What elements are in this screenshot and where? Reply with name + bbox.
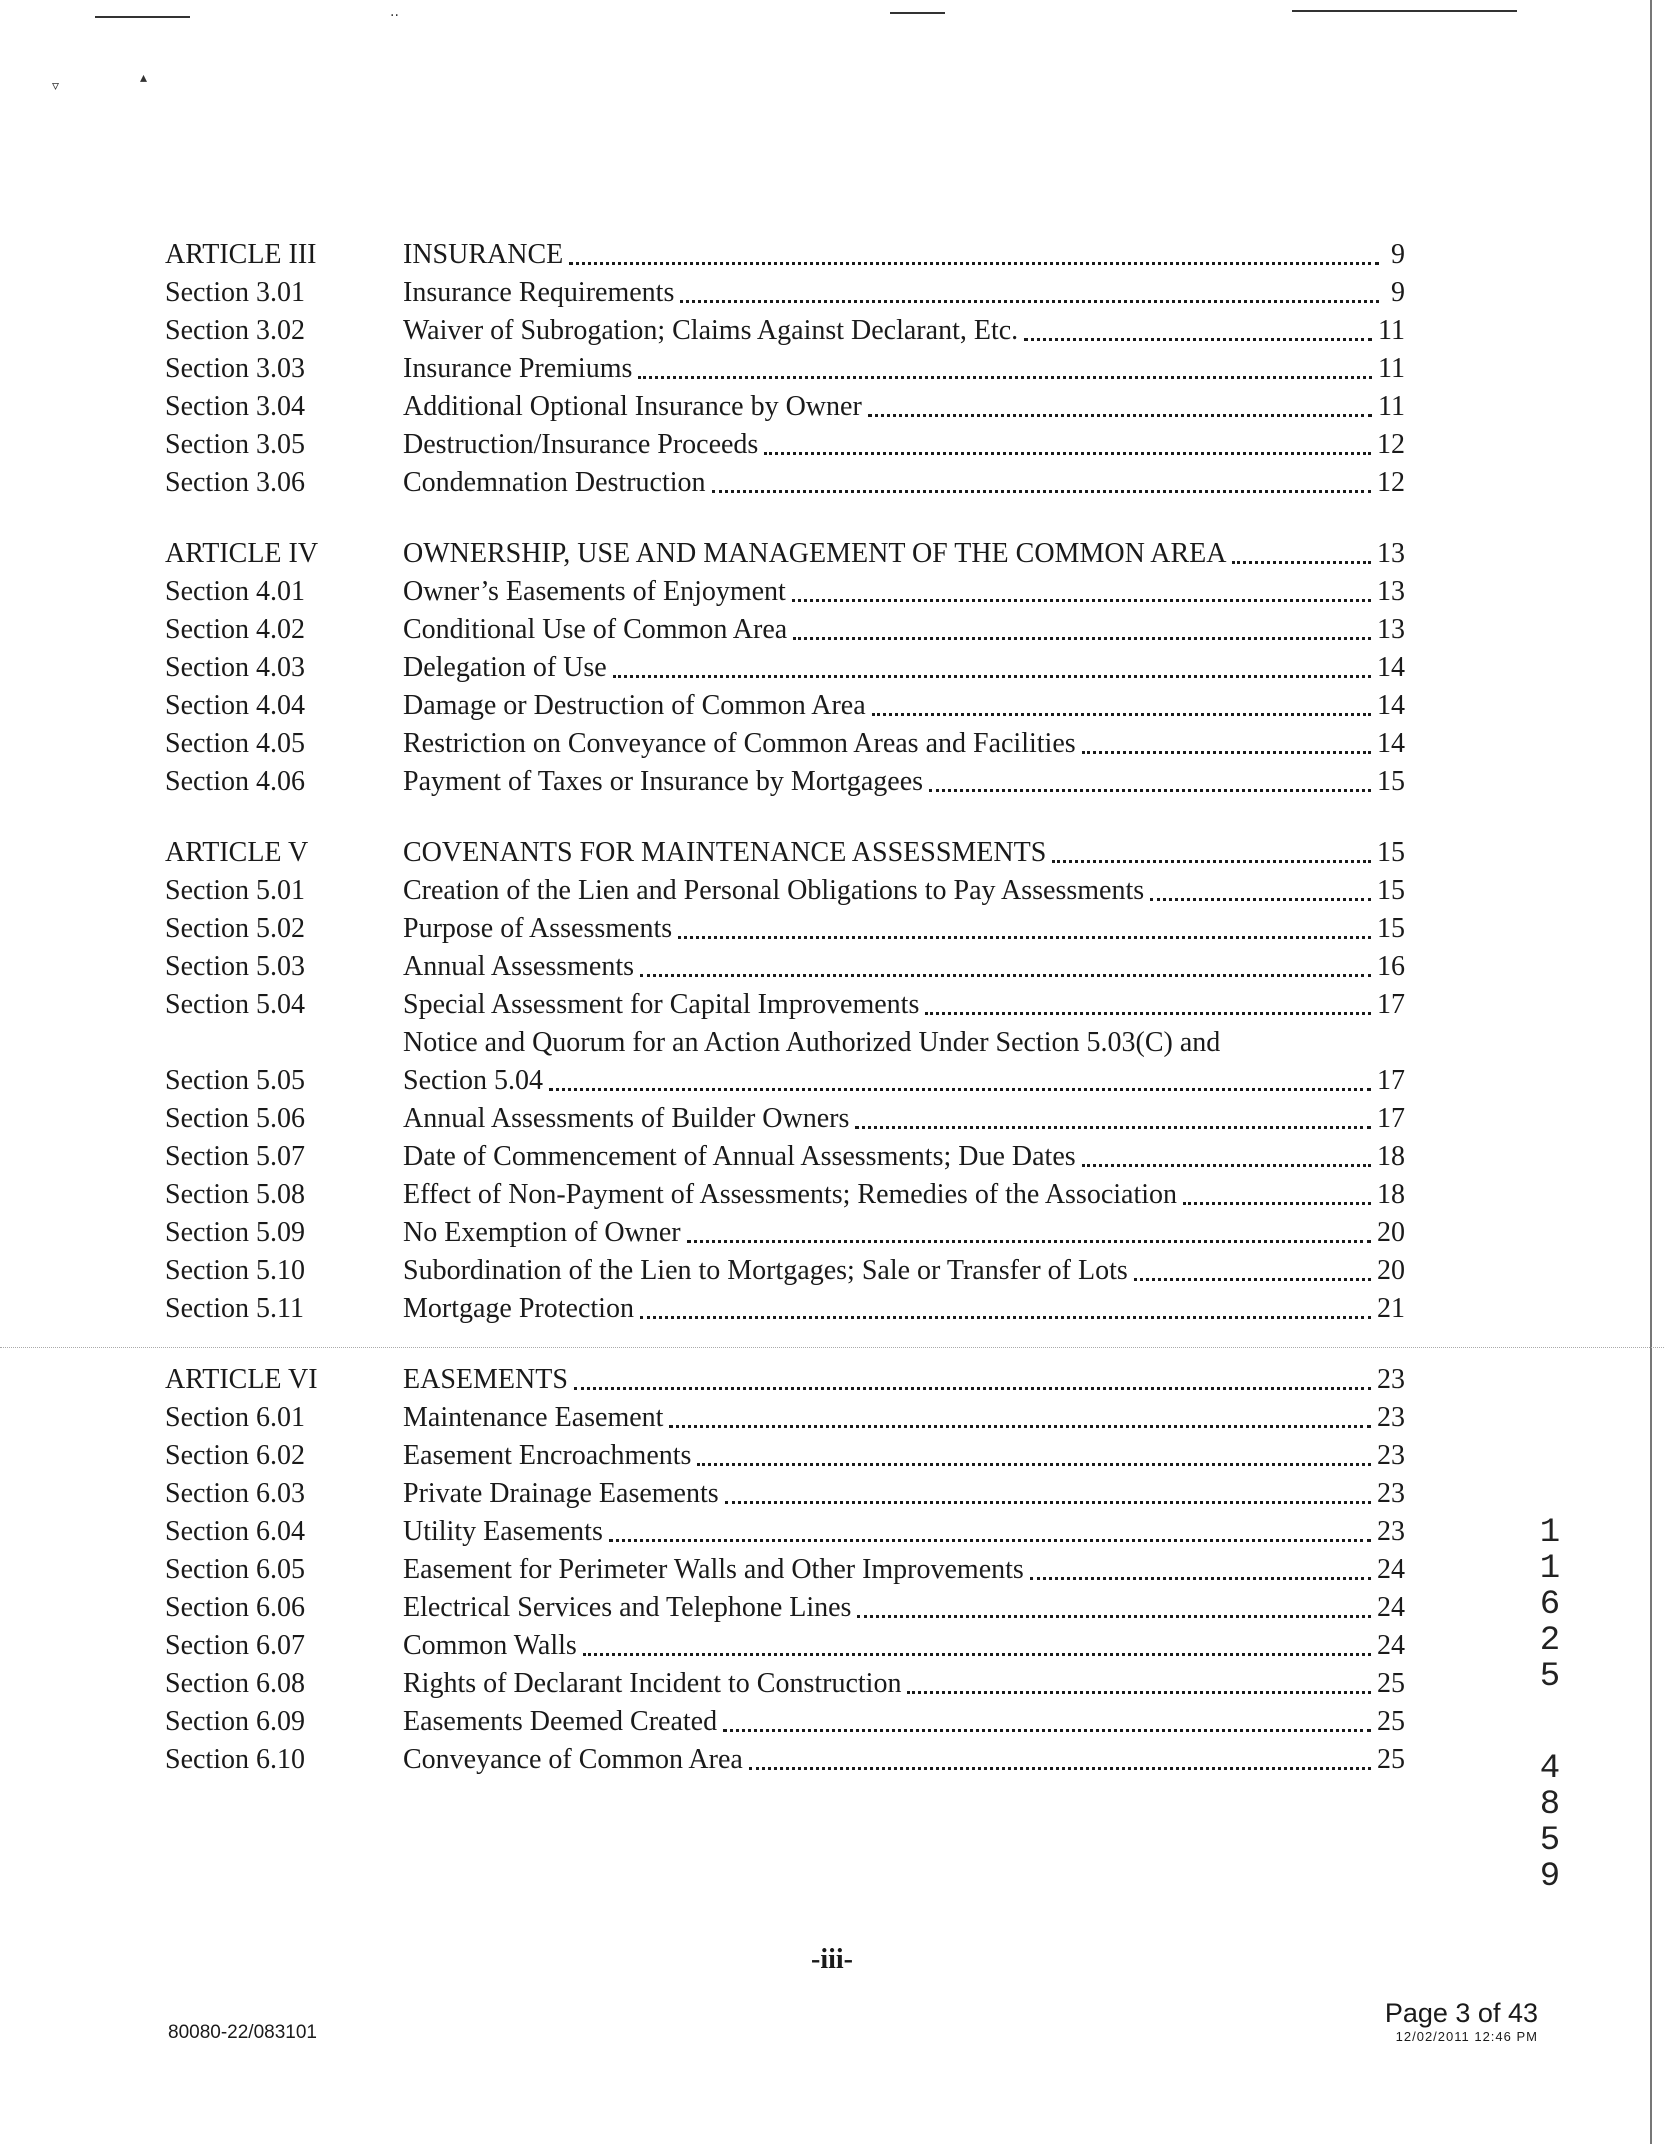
page-number: 17 bbox=[1377, 1065, 1405, 1096]
dot-leader bbox=[725, 1501, 1371, 1504]
dot-leader bbox=[712, 490, 1371, 493]
section-label: Section 5.03 bbox=[165, 951, 305, 982]
toc-section-row bbox=[165, 573, 1405, 611]
toc-article-group bbox=[165, 236, 1405, 502]
page-number: 23 bbox=[1377, 1478, 1405, 1509]
entry-title-wrap bbox=[403, 1665, 1405, 1703]
entry-title-wrap bbox=[403, 1475, 1405, 1513]
section-title: Annual Assessments bbox=[403, 951, 634, 982]
entry-title-wrap bbox=[403, 1290, 1405, 1328]
page-count: Page 3 of 43 bbox=[1384, 1998, 1538, 2028]
toc-section-row bbox=[165, 1290, 1405, 1328]
stamp-digit: 8 bbox=[1539, 1786, 1561, 1824]
entry-title-wrap bbox=[403, 725, 1405, 763]
entry-title-wrap bbox=[403, 948, 1405, 986]
dot-leader bbox=[793, 637, 1371, 640]
toc-article-group bbox=[165, 535, 1405, 801]
toc-section-row bbox=[165, 763, 1405, 801]
print-timestamp: 12/02/2011 12:46 PM bbox=[1395, 2029, 1538, 2044]
table-of-contents bbox=[165, 236, 1405, 1812]
section-title: Notice and Quorum for an Action Authorized Under Section 5.03(C) and bbox=[403, 1027, 1221, 1058]
scan-dot-left: ▿ bbox=[52, 78, 60, 94]
entry-title-wrap bbox=[403, 426, 1405, 464]
dot-leader bbox=[613, 675, 1371, 678]
page-number: 23 bbox=[1377, 1440, 1405, 1471]
section-label: Section 5.11 bbox=[165, 1293, 304, 1324]
dot-leader bbox=[1030, 1577, 1371, 1580]
section-title: Waiver of Subrogation; Claims Against Declarant, Etc. bbox=[403, 315, 1019, 346]
dot-leader bbox=[697, 1463, 1371, 1466]
toc-section-row bbox=[165, 948, 1405, 986]
page-number-roman: -iii- bbox=[811, 1944, 853, 1975]
dot-leader bbox=[609, 1539, 1371, 1542]
toc-article-row bbox=[165, 236, 1405, 274]
dot-leader bbox=[929, 789, 1371, 792]
entry-title-wrap bbox=[403, 1513, 1405, 1551]
section-label: Section 5.02 bbox=[165, 913, 305, 944]
section-title: Additional Optional Insurance by Owner bbox=[403, 391, 862, 422]
section-label: Section 6.02 bbox=[165, 1440, 305, 1471]
dot-leader bbox=[1082, 751, 1371, 754]
section-label: Section 5.10 bbox=[165, 1255, 305, 1286]
section-title: Electrical Services and Telephone Lines bbox=[403, 1592, 852, 1623]
entry-title-wrap bbox=[403, 649, 1405, 687]
section-label: Section 6.08 bbox=[165, 1668, 305, 1699]
scan-mark-top-left bbox=[95, 16, 190, 18]
entry-title-wrap bbox=[403, 1589, 1405, 1627]
section-label: Section 5.05 bbox=[165, 1065, 305, 1096]
entry-title-wrap bbox=[403, 872, 1405, 910]
section-title: Easement for Perimeter Walls and Other Improvements bbox=[403, 1554, 1024, 1585]
dot-leader bbox=[638, 376, 1372, 379]
toc-section-row bbox=[165, 1665, 1405, 1703]
page-number: 17 bbox=[1377, 1103, 1405, 1134]
entry-title-wrap bbox=[403, 464, 1405, 502]
dot-leader bbox=[569, 262, 1379, 265]
toc-section-row bbox=[165, 1176, 1405, 1214]
toc-article-group bbox=[165, 1361, 1405, 1779]
entry-title-wrap bbox=[403, 611, 1405, 649]
dot-leader bbox=[1183, 1202, 1371, 1205]
toc-section-row bbox=[165, 1252, 1405, 1290]
entry-title-wrap bbox=[403, 1741, 1405, 1779]
section-title: Private Drainage Easements bbox=[403, 1478, 719, 1509]
page-number: 18 bbox=[1377, 1141, 1405, 1172]
page-number: 15 bbox=[1377, 913, 1405, 944]
section-title: Condemnation Destruction bbox=[403, 467, 706, 498]
dot-leader bbox=[855, 1126, 1371, 1129]
section-title: Insurance Premiums bbox=[403, 353, 633, 384]
scan-mark-top-right bbox=[1292, 10, 1517, 12]
dot-leader bbox=[549, 1088, 1371, 1091]
toc-section-row bbox=[165, 611, 1405, 649]
entry-title-wrap bbox=[403, 834, 1405, 872]
dot-leader bbox=[872, 713, 1371, 716]
dot-leader bbox=[868, 414, 1372, 417]
section-title-continuation: Section 5.04 bbox=[403, 1065, 543, 1096]
section-label: Section 5.06 bbox=[165, 1103, 305, 1134]
entry-title-wrap bbox=[403, 535, 1405, 573]
section-title: Utility Easements bbox=[403, 1516, 603, 1547]
page-number: 12 bbox=[1377, 467, 1405, 498]
stamp-digit: 6 bbox=[1539, 1586, 1561, 1624]
page-number: 25 bbox=[1377, 1744, 1405, 1775]
section-title: Maintenance Easement bbox=[403, 1402, 664, 1433]
stamp-digit: 5 bbox=[1539, 1822, 1561, 1860]
toc-section-row bbox=[165, 872, 1405, 910]
entry-title-wrap bbox=[403, 1361, 1405, 1399]
entry-title-wrap bbox=[403, 910, 1405, 948]
section-title: Annual Assessments of Builder Owners bbox=[403, 1103, 850, 1134]
toc-section-row bbox=[165, 1437, 1405, 1475]
entry-title-wrap bbox=[403, 1703, 1405, 1741]
dot-leader bbox=[669, 1425, 1371, 1428]
page-number: 13 bbox=[1377, 538, 1405, 569]
dot-leader bbox=[1150, 898, 1371, 901]
dot-leader bbox=[640, 974, 1371, 977]
section-label: Section 4.04 bbox=[165, 690, 305, 721]
dot-leader bbox=[764, 452, 1371, 455]
page-number: 16 bbox=[1377, 951, 1405, 982]
section-title: Damage or Destruction of Common Area bbox=[403, 690, 866, 721]
entry-title-wrap bbox=[403, 1100, 1405, 1138]
article-title: COVENANTS FOR MAINTENANCE ASSESSMENTS bbox=[403, 837, 1047, 868]
entry-title-wrap bbox=[403, 1551, 1405, 1589]
entry-title-wrap bbox=[403, 312, 1405, 350]
dot-leader bbox=[723, 1729, 1371, 1732]
section-label: Section 5.04 bbox=[165, 989, 305, 1020]
dot-leader bbox=[907, 1691, 1371, 1694]
page-number: 20 bbox=[1377, 1217, 1405, 1248]
section-title: Payment of Taxes or Insurance by Mortgagees bbox=[403, 766, 924, 797]
section-title: Special Assessment for Capital Improvements bbox=[403, 989, 920, 1020]
dot-leader bbox=[680, 300, 1379, 303]
entry-title-wrap bbox=[403, 350, 1405, 388]
toc-section-row bbox=[165, 1589, 1405, 1627]
entry-title-wrap bbox=[403, 1399, 1405, 1437]
page-number: 11 bbox=[1378, 353, 1405, 384]
entry-title-wrap bbox=[403, 274, 1405, 312]
page-number: 24 bbox=[1377, 1592, 1405, 1623]
stamp-digit: 5 bbox=[1539, 1658, 1561, 1696]
side-stamp-top-digits bbox=[1530, 1515, 1570, 1695]
section-label: Section 6.05 bbox=[165, 1554, 305, 1585]
section-label: Section 5.09 bbox=[165, 1217, 305, 1248]
stamp-digit: 1 bbox=[1539, 1514, 1561, 1552]
section-title: No Exemption of Owner bbox=[403, 1217, 681, 1248]
entry-title-wrap bbox=[403, 573, 1405, 611]
dot-leader bbox=[792, 599, 1371, 602]
section-label: Section 3.04 bbox=[165, 391, 305, 422]
side-stamp-number bbox=[1530, 1515, 1570, 1895]
dot-leader bbox=[574, 1387, 1371, 1390]
toc-section-row bbox=[165, 350, 1405, 388]
dot-leader bbox=[1232, 561, 1371, 564]
page-number: 23 bbox=[1377, 1364, 1405, 1395]
article-label: ARTICLE VI bbox=[165, 1364, 318, 1395]
page-number: 24 bbox=[1377, 1630, 1405, 1661]
page-number: 11 bbox=[1378, 315, 1405, 346]
page-number: 9 bbox=[1391, 239, 1405, 270]
toc-section-row bbox=[165, 986, 1405, 1024]
toc-section-row bbox=[165, 1627, 1405, 1665]
section-label: Section 6.06 bbox=[165, 1592, 305, 1623]
article-title: INSURANCE bbox=[403, 239, 564, 270]
toc-article-row bbox=[165, 834, 1405, 872]
page-number: 11 bbox=[1378, 391, 1405, 422]
page-number: 20 bbox=[1377, 1255, 1405, 1286]
section-label: Section 6.10 bbox=[165, 1744, 305, 1775]
article-label: ARTICLE III bbox=[165, 239, 317, 270]
toc-section-row bbox=[165, 1138, 1405, 1176]
toc-section-row bbox=[165, 1741, 1405, 1779]
section-label: Section 6.07 bbox=[165, 1630, 305, 1661]
entry-title-wrap bbox=[403, 1024, 1405, 1100]
section-title: Mortgage Protection bbox=[403, 1293, 634, 1324]
section-label: Section 6.01 bbox=[165, 1402, 305, 1433]
stamp-digit: 1 bbox=[1539, 1550, 1561, 1588]
section-title: Easement Encroachments bbox=[403, 1440, 692, 1471]
scan-dot-top: .. bbox=[390, 4, 399, 20]
stamp-digit: 4 bbox=[1539, 1750, 1561, 1788]
dot-leader bbox=[678, 936, 1371, 939]
toc-section-row bbox=[165, 725, 1405, 763]
section-title: Date of Commencement of Annual Assessments; Due Dates bbox=[403, 1141, 1076, 1172]
article-label: ARTICLE IV bbox=[165, 538, 319, 569]
page-number: 23 bbox=[1377, 1516, 1405, 1547]
page-count-block bbox=[1385, 1998, 1538, 2044]
page-number: 23 bbox=[1377, 1402, 1405, 1433]
section-title: Conditional Use of Common Area bbox=[403, 614, 788, 645]
toc-article-row bbox=[165, 535, 1405, 573]
page-number: 14 bbox=[1377, 728, 1405, 759]
section-title: Insurance Requirements bbox=[403, 277, 675, 308]
section-title: Subordination of the Lien to Mortgages; Sale or Transfer of Lots bbox=[403, 1255, 1128, 1286]
dot-leader bbox=[1024, 338, 1372, 341]
entry-title-wrap bbox=[403, 1138, 1405, 1176]
section-label: Section 3.02 bbox=[165, 315, 305, 346]
scan-mark-top-center bbox=[890, 12, 945, 14]
page-number: 25 bbox=[1377, 1668, 1405, 1699]
page-number: 24 bbox=[1377, 1554, 1405, 1585]
section-title: Creation of the Lien and Personal Obligations to Pay Assessments bbox=[403, 875, 1145, 906]
entry-title-wrap bbox=[403, 1627, 1405, 1665]
page-number: 13 bbox=[1377, 576, 1405, 607]
article-label: ARTICLE V bbox=[165, 837, 309, 868]
section-label: Section 5.07 bbox=[165, 1141, 305, 1172]
page-number: 17 bbox=[1377, 989, 1405, 1020]
toc-section-row bbox=[165, 464, 1405, 502]
section-label: Section 3.06 bbox=[165, 467, 305, 498]
section-label: Section 5.08 bbox=[165, 1179, 305, 1210]
dot-leader bbox=[1082, 1164, 1371, 1167]
stamp-digit: 9 bbox=[1539, 1858, 1561, 1896]
dot-leader bbox=[640, 1316, 1371, 1319]
dot-leader bbox=[687, 1240, 1371, 1243]
entry-title-wrap bbox=[403, 1214, 1405, 1252]
section-title: Purpose of Assessments bbox=[403, 913, 673, 944]
entry-title-wrap bbox=[403, 1176, 1405, 1214]
article-title: OWNERSHIP, USE AND MANAGEMENT OF THE COMMON AREA bbox=[403, 538, 1227, 569]
page-number: 14 bbox=[1377, 652, 1405, 683]
page-number: 13 bbox=[1377, 614, 1405, 645]
section-title: Effect of Non-Payment of Assessments; Remedies of the Association bbox=[403, 1179, 1178, 1210]
scan-dot-left-2: ▴ bbox=[140, 70, 148, 86]
page-number: 18 bbox=[1377, 1179, 1405, 1210]
page-edge-line bbox=[1650, 0, 1652, 2144]
section-label: Section 4.03 bbox=[165, 652, 305, 683]
toc-section-row bbox=[165, 1214, 1405, 1252]
toc-section-row bbox=[165, 687, 1405, 725]
toc-section-row bbox=[165, 426, 1405, 464]
entry-title-wrap bbox=[403, 236, 1405, 274]
section-label: Section 4.01 bbox=[165, 576, 305, 607]
section-title: Owner’s Easements of Enjoyment bbox=[403, 576, 786, 607]
article-title: EASEMENTS bbox=[403, 1364, 568, 1395]
toc-section-row bbox=[165, 1475, 1405, 1513]
dot-leader bbox=[1134, 1278, 1371, 1281]
section-label: Section 6.09 bbox=[165, 1706, 305, 1737]
entry-title-wrap bbox=[403, 763, 1405, 801]
dot-leader bbox=[857, 1615, 1371, 1618]
section-title: Rights of Declarant Incident to Construction bbox=[403, 1668, 902, 1699]
dot-leader bbox=[583, 1653, 1371, 1656]
stamp-digit: 2 bbox=[1539, 1622, 1561, 1660]
page-number: 15 bbox=[1377, 875, 1405, 906]
page-number: 25 bbox=[1377, 1706, 1405, 1737]
document-reference: 80080-22/083101 bbox=[168, 2022, 317, 2043]
entry-title-wrap bbox=[403, 1252, 1405, 1290]
entry-title-wrap bbox=[403, 687, 1405, 725]
toc-section-row bbox=[165, 649, 1405, 687]
side-stamp-bottom-digits bbox=[1530, 1751, 1570, 1895]
section-title: Restriction on Conveyance of Common Areas and Facilities bbox=[403, 728, 1076, 759]
toc-section-row bbox=[165, 910, 1405, 948]
section-title: Destruction/Insurance Proceeds bbox=[403, 429, 759, 460]
page-number: 21 bbox=[1377, 1293, 1405, 1324]
page-number: 15 bbox=[1377, 766, 1405, 797]
entry-title-wrap bbox=[403, 986, 1405, 1024]
toc-section-row bbox=[165, 1513, 1405, 1551]
section-label: Section 3.03 bbox=[165, 353, 305, 384]
section-label: Section 6.03 bbox=[165, 1478, 305, 1509]
page-number: 15 bbox=[1377, 837, 1405, 868]
section-title: Easements Deemed Created bbox=[403, 1706, 718, 1737]
page-number: 12 bbox=[1377, 429, 1405, 460]
toc-section-row bbox=[165, 1024, 1405, 1100]
section-label: Section 4.05 bbox=[165, 728, 305, 759]
dot-leader bbox=[1052, 860, 1371, 863]
toc-section-row bbox=[165, 312, 1405, 350]
section-label: Section 4.06 bbox=[165, 766, 305, 797]
toc-section-row bbox=[165, 1703, 1405, 1741]
section-label: Section 4.02 bbox=[165, 614, 305, 645]
dot-leader bbox=[925, 1012, 1371, 1015]
toc-section-row bbox=[165, 1551, 1405, 1589]
page-number: 9 bbox=[1391, 277, 1405, 308]
dot-leader bbox=[749, 1767, 1371, 1770]
toc-section-row bbox=[165, 274, 1405, 312]
section-title: Delegation of Use bbox=[403, 652, 607, 683]
section-label: Section 6.04 bbox=[165, 1516, 305, 1547]
section-label: Section 5.01 bbox=[165, 875, 305, 906]
section-title: Common Walls bbox=[403, 1630, 577, 1661]
toc-section-row bbox=[165, 1399, 1405, 1437]
section-label: Section 3.05 bbox=[165, 429, 305, 460]
section-title: Conveyance of Common Area bbox=[403, 1744, 743, 1775]
toc-section-row bbox=[165, 1100, 1405, 1138]
toc-article-row bbox=[165, 1361, 1405, 1399]
section-label: Section 3.01 bbox=[165, 277, 305, 308]
toc-section-row bbox=[165, 388, 1405, 426]
entry-title-wrap bbox=[403, 388, 1405, 426]
page-number: 14 bbox=[1377, 690, 1405, 721]
toc-article-group bbox=[165, 834, 1405, 1328]
entry-title-wrap bbox=[403, 1437, 1405, 1475]
